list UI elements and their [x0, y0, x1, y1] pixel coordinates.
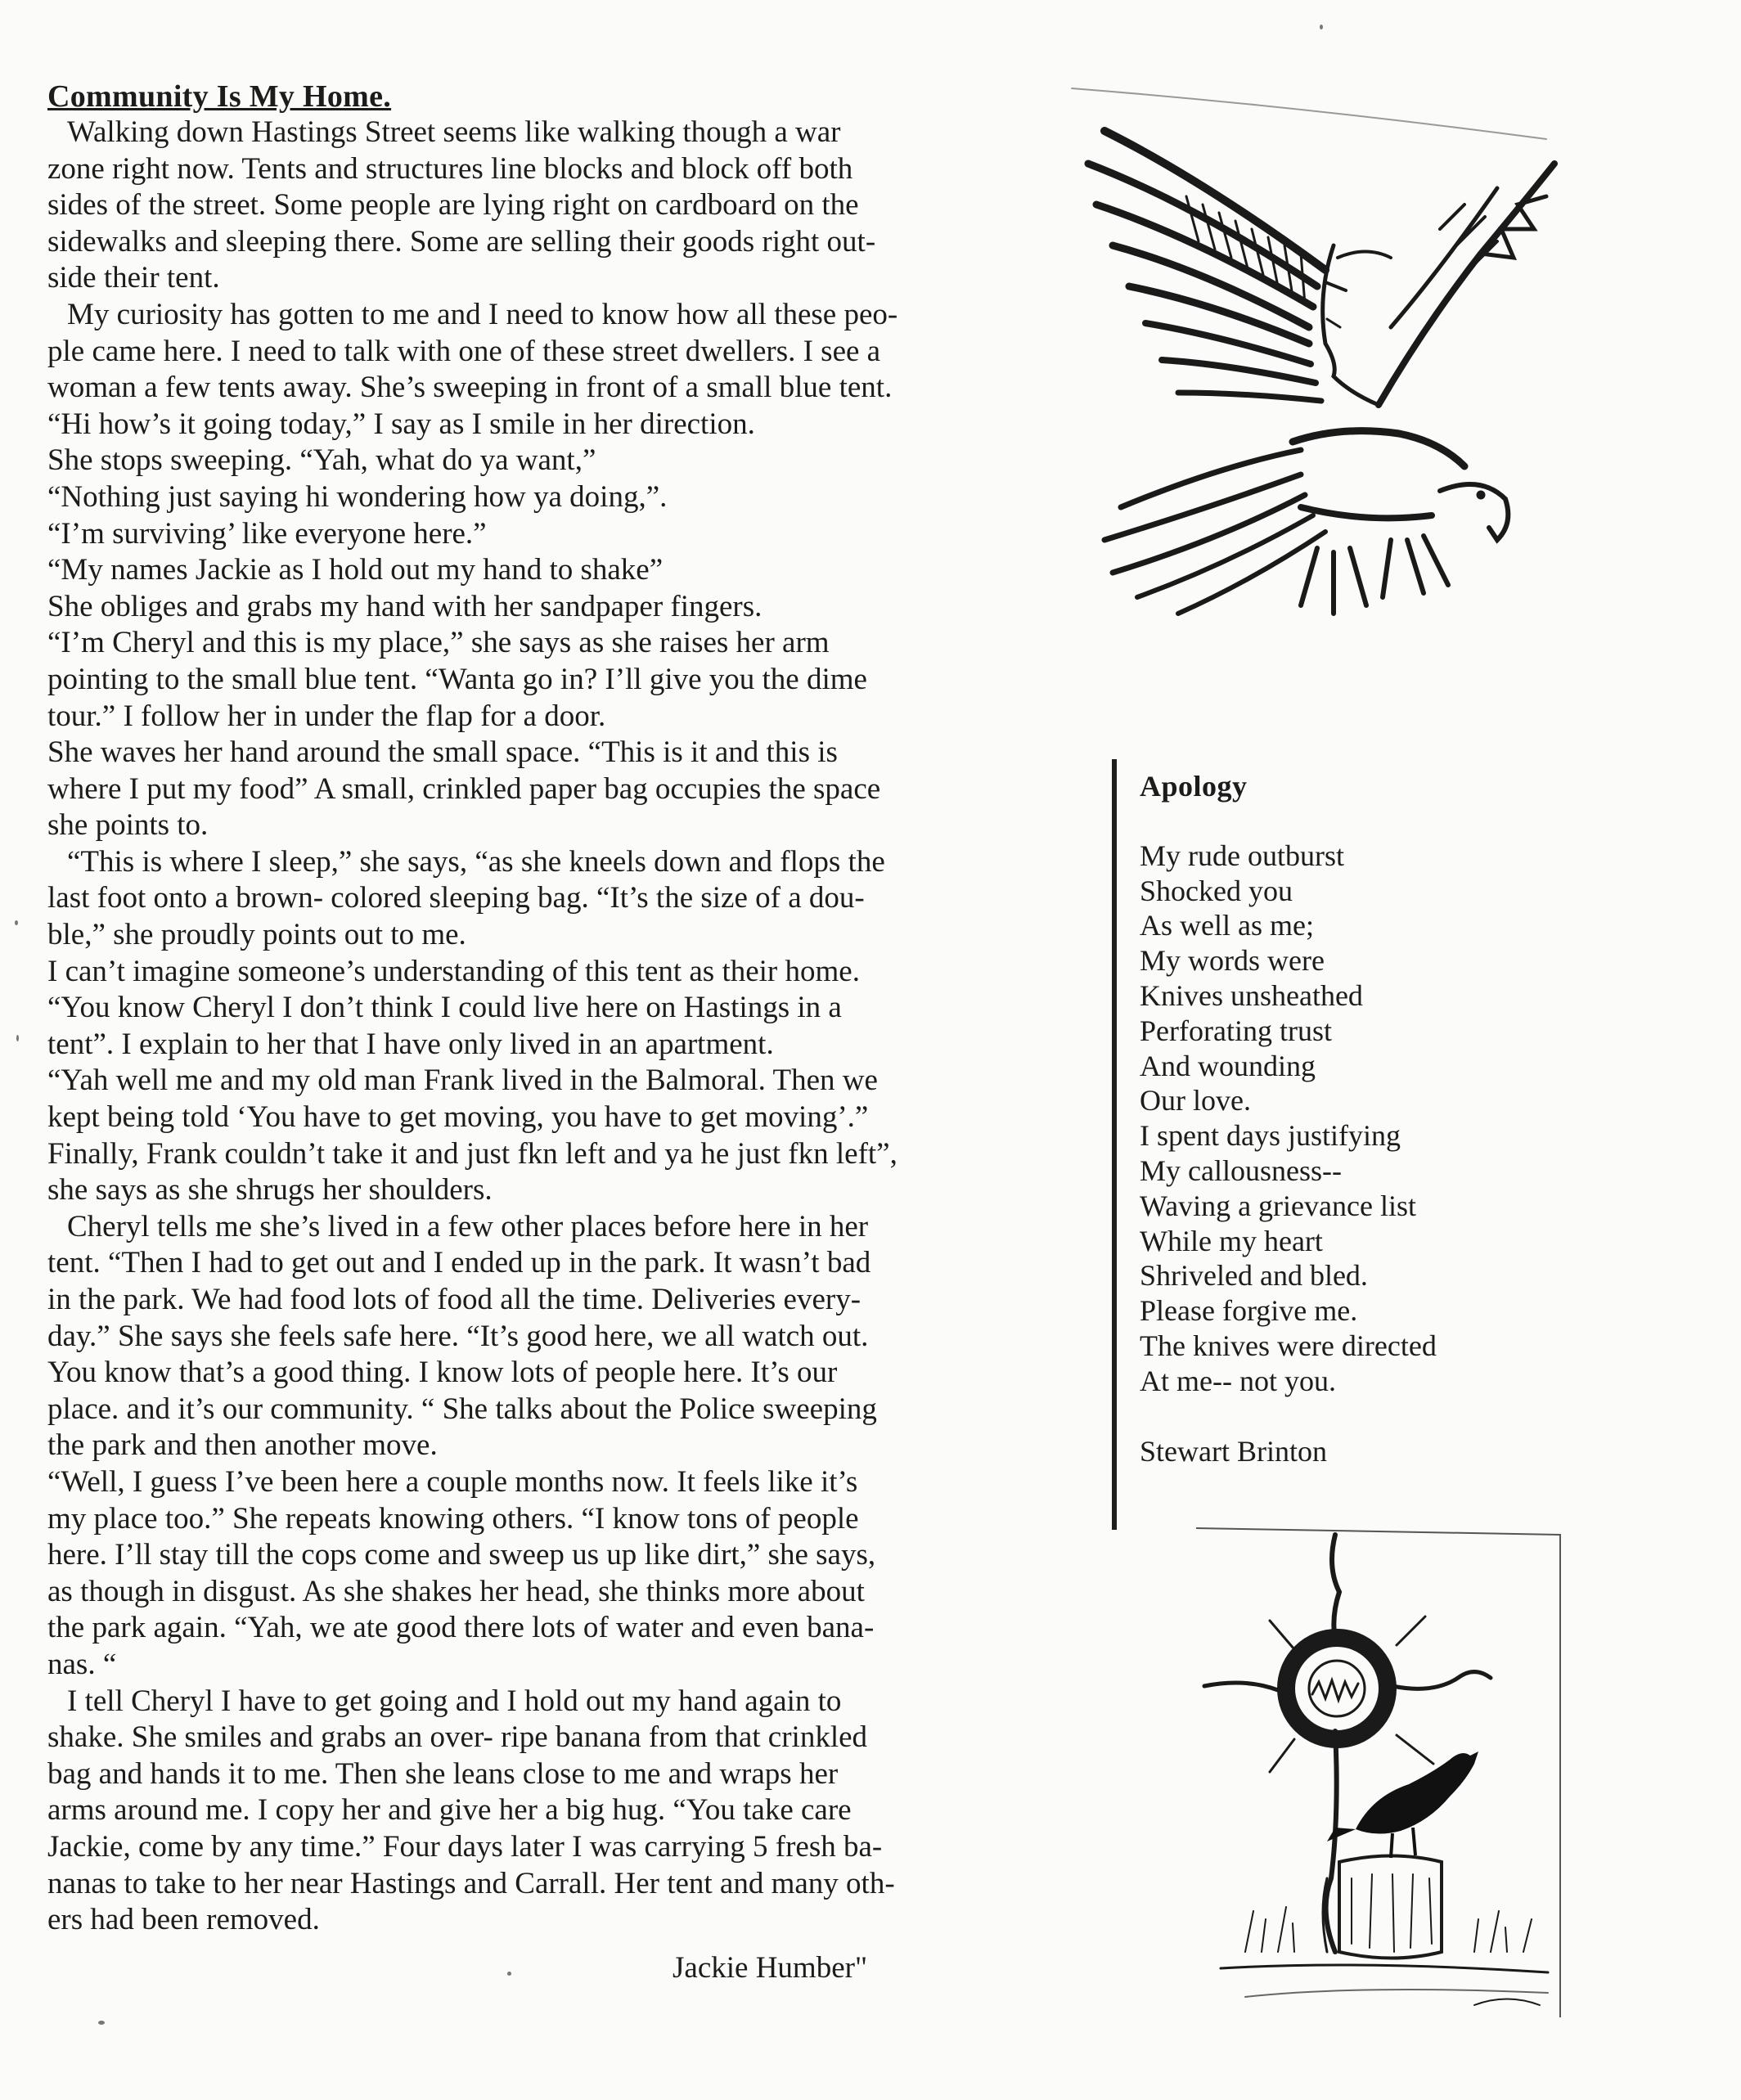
article-line: as though in disgust. As she shakes her head, she thinks more about: [47, 1574, 865, 1608]
poem-line: Shocked you: [1140, 874, 1293, 907]
article-line: last foot onto a brown- colored sleeping bag. “It’s the size of a dou-: [47, 881, 865, 915]
article-line: She obliges and grabs my hand with her sandpaper fingers.: [47, 589, 763, 623]
article-line: nanas to take to her near Hastings and Carrall. Her tent and many oth-: [47, 1866, 895, 1900]
article-line: where I put my food” A small, crinkled paper bag occupies the space: [47, 771, 881, 806]
eagle-with-face-icon: [1055, 82, 1579, 704]
article-line: here. I’ll stay till the cops come and sweep us up like dirt,” she says,: [47, 1538, 876, 1572]
article-line: zone right now. Tents and structures line blocks and block off both: [47, 151, 853, 186]
article-line: “You know Cheryl I don’t think I could live here on Hastings in a: [47, 991, 842, 1025]
poem-line: My words were: [1140, 944, 1325, 978]
scan-speck: [507, 1972, 511, 1976]
article-line: You know that’s a good thing. I know lots of people here. It’s our: [47, 1356, 838, 1390]
article-line: she points to.: [47, 808, 209, 843]
poem-line: And wounding: [1140, 1049, 1316, 1082]
poem-body: [1140, 839, 1631, 1399]
article-line: “Yah well me and my old man Frank lived in the Balmoral. Then we: [47, 1063, 878, 1098]
poem-apology: [1140, 769, 1631, 1468]
article-line: tent”. I explain to her that I have only lived in an apartment.: [47, 1027, 774, 1061]
scan-speck: [1320, 25, 1323, 29]
poem-line: My callousness--: [1140, 1153, 1342, 1187]
article-line: sidewalks and sleeping there. Some are selling their goods right out-: [47, 224, 876, 259]
article-line: pointing to the small blue tent. “Wanta go in? I’ll give you the dime: [47, 662, 867, 696]
scan-speck: [16, 1035, 19, 1041]
article-line: place. and it’s our community. “ She talks about the Police sweeping: [47, 1392, 877, 1426]
article-line: I tell Cheryl I have to get going and I hold out my hand again to: [67, 1684, 842, 1718]
article-line: My curiosity has gotten to me and I need to know how all these peo-: [67, 297, 898, 331]
article-line: ble,” she proudly points out to me.: [47, 918, 466, 952]
article-line: kept being told ‘You have to get moving, you have to get moving’.”: [47, 1100, 869, 1135]
article-line: tent. “Then I had to get out and I ended up in the park. It wasn’t bad: [47, 1246, 871, 1280]
article-line: she says as she shrugs her shoulders.: [47, 1173, 493, 1207]
article-line: the park again. “Yah, we ate good there lots of water and even bana-: [47, 1611, 875, 1645]
article-line: “I’m Cheryl and this is my place,” she says as she raises her arm: [47, 626, 830, 660]
poem-line: Perforating trust: [1140, 1014, 1332, 1047]
article-line: I can’t imagine someone’s understanding of this tent as their home.: [47, 954, 860, 988]
poem-author: Stewart Brinton: [1140, 1434, 1327, 1468]
poem-title: Apology: [1140, 770, 1248, 803]
article-line: shake. She smiles and grabs an over- ripe banana from that crinkled: [47, 1720, 868, 1755]
poem-line: Knives unsheathed: [1140, 978, 1363, 1012]
article-body: [47, 115, 1029, 1939]
article-line: Jackie, come by any time.” Four days later I was carrying 5 fresh ba-: [47, 1829, 883, 1864]
poem-line: I spent days justifying: [1140, 1119, 1401, 1153]
article-line: my place too.” She repeats knowing others. “I know tons of people: [47, 1501, 859, 1536]
article-line: “Hi how’s it going today,” I say as I smile in her direction.: [47, 407, 755, 441]
poem-line: As well as me;: [1140, 909, 1314, 942]
poem-line: Our love.: [1140, 1084, 1251, 1117]
poem-line: Shriveled and bled.: [1140, 1259, 1368, 1293]
poem-sidebar-rule: [1112, 759, 1117, 1530]
poem-line: Please forgive me.: [1140, 1294, 1358, 1328]
article-line: Walking down Hastings Street seems like walking though a war: [67, 115, 841, 149]
article-line: She stops sweeping. “Yah, what do ya want,”: [47, 443, 596, 478]
article-line: “This is where I sleep,” she says, “as she kneels down and flops the: [67, 844, 885, 879]
article-line: sides of the street. Some people are lying right on cardboard on the: [47, 188, 859, 223]
article-line: tour.” I follow her in under the flap for a door.: [47, 699, 606, 733]
article-line: woman a few tents away. She’s sweeping in front of a small blue tent.: [47, 371, 893, 405]
article-line: nas. “: [47, 1647, 117, 1681]
crow-on-stump-icon: [1196, 1527, 1564, 2017]
article-line: side their tent.: [47, 261, 220, 295]
article-line: the park and then another move.: [47, 1428, 438, 1463]
article-line: ers had been removed.: [47, 1903, 320, 1937]
poem-line: While my heart: [1140, 1224, 1323, 1257]
poem-line: At me-- not you.: [1140, 1364, 1336, 1397]
article-line: in the park. We had food lots of food all the time. Deliveries every-: [47, 1283, 862, 1316]
poem-line: My rude outburst: [1140, 839, 1344, 872]
article-line: “My names Jackie as I hold out my hand to shake”: [47, 553, 664, 587]
article-line: “Nothing just saying hi wondering how ya doing,”.: [47, 479, 668, 514]
scan-speck: [98, 2021, 105, 2025]
article-line: ple came here. I need to talk with one of these street dwellers. I see a: [47, 334, 881, 368]
article-line: bag and hands it to me. Then she leans close to me and wraps her: [47, 1756, 839, 1791]
article-line: Finally, Frank couldn’t take it and just fkn left and ya he just fkn left”,: [47, 1136, 897, 1171]
poem-line: The knives were directed: [1140, 1329, 1437, 1362]
article-line: day.” She says she feels safe here. “It’s good here, we all watch out.: [47, 1319, 869, 1353]
poem-line: Waving a grievance list: [1140, 1189, 1416, 1222]
article-line: Cheryl tells me she’s lived in a few other places before here in her: [67, 1209, 869, 1243]
article-line: “Well, I guess I’ve been here a couple months now. It feels like it’s: [47, 1464, 858, 1499]
scan-speck: [15, 920, 18, 925]
article-line: arms around me. I copy her and give her a big hug. “You take care: [47, 1793, 852, 1828]
article-line: She waves her hand around the small space. “This is it and this is: [47, 735, 838, 770]
article-title: Community Is My Home.: [47, 79, 392, 114]
article-line: “I’m surviving’ like everyone here.”: [47, 516, 487, 551]
article-community-is-my-home: [47, 79, 1029, 1939]
article-author: Jackie Humber": [673, 1951, 868, 1985]
